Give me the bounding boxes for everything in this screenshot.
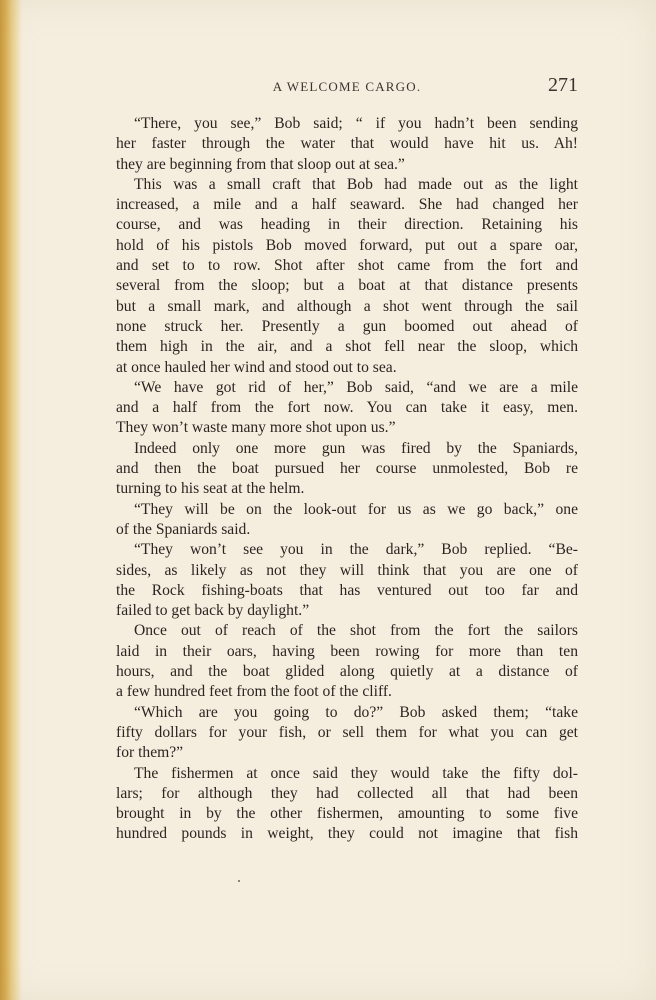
running-title: A WELCOME CARGO. — [272, 79, 422, 94]
text-line: failed to get back by daylight.” — [116, 602, 310, 620]
text-line: of the Spaniards said. — [116, 520, 251, 538]
text-line: a few hundred feet from the foot of the cliff. — [116, 683, 392, 701]
text-line: They won’t waste many more shot upon us.” — [116, 419, 396, 437]
text-line: turning to his seat at the helm. — [116, 480, 305, 498]
text-line: laid in their oars, having been rowing for more than ten — [116, 642, 578, 660]
page-header — [116, 74, 578, 100]
text-line: course, and was heading in their direction. Retaining his — [116, 216, 578, 234]
text-line: This was a small craft that Bob had made out as the light — [134, 175, 578, 193]
text-line: increased, a mile and a half seaward. She had changed her — [116, 196, 578, 214]
text-line: but a small mark, and although a shot went through the sail — [116, 297, 578, 315]
text-line: and set to to row. Shot after shot came from the fort and — [116, 257, 578, 275]
text-line: hours, and the boat glided along quietly at a distance of — [116, 663, 578, 681]
text-line: “There, you see,” Bob said; “ if you hadn’t been sending — [134, 115, 578, 132]
text-line: her faster through the water that would have hit us. Ah! — [116, 135, 578, 153]
text-line: the Rock fishing-boats that has ventured out too far and — [116, 581, 578, 599]
text-line: them high in the air, and a shot fell near the sloop, which — [116, 338, 578, 356]
text-line: hundred pounds in weight, they could not imagine that fish — [116, 825, 578, 843]
text-line: The fishermen at once said they would take the fifty dol- — [134, 764, 578, 782]
text-line: several from the sloop; but a boat at that distance presents — [116, 277, 578, 295]
text-line: and then the boat pursued her course unmolested, Bob re — [116, 460, 578, 478]
page-number: 271 — [548, 74, 578, 96]
text-line: hold of his pistols Bob moved forward, put out a spare oar, — [116, 236, 578, 254]
text-line: for them?” — [116, 744, 184, 762]
text-line: Once out of reach of the shot from the fort the sailors — [134, 622, 578, 640]
text-line: sides, as likely as not they will think that you are one of — [116, 561, 578, 579]
text-line: and a half from the fort now. You can take it easy, men. — [116, 399, 578, 417]
text-line: they are beginning from that sloop out at sea.” — [116, 155, 405, 173]
text-line: “Which are you going to do?” Bob asked them; “take — [134, 703, 578, 721]
text-line: “We have got rid of her,” Bob said, “and we are a mile — [134, 378, 578, 396]
text-line: at once hauled her wind and stood out to sea. — [116, 358, 397, 376]
book-spine-edge — [0, 0, 22, 1000]
paper-speck — [238, 880, 240, 882]
text-line: “They won’t see you in the dark,” Bob replied. “Be- — [134, 541, 578, 559]
text-line: fifty dollars for your fish, or sell them for what you can get — [116, 723, 578, 741]
text-line: none struck her. Presently a gun boomed out ahead of — [116, 317, 578, 335]
text-line: Indeed only one more gun was fired by the Spaniards, — [134, 439, 578, 457]
text-line: lars; for although they had collected all that had been — [116, 784, 578, 802]
body-text — [116, 114, 578, 845]
text-line: “They will be on the look-out for us as we go back,” one — [134, 500, 578, 518]
text-line: brought in by the other fishermen, amounting to some five — [116, 805, 578, 823]
